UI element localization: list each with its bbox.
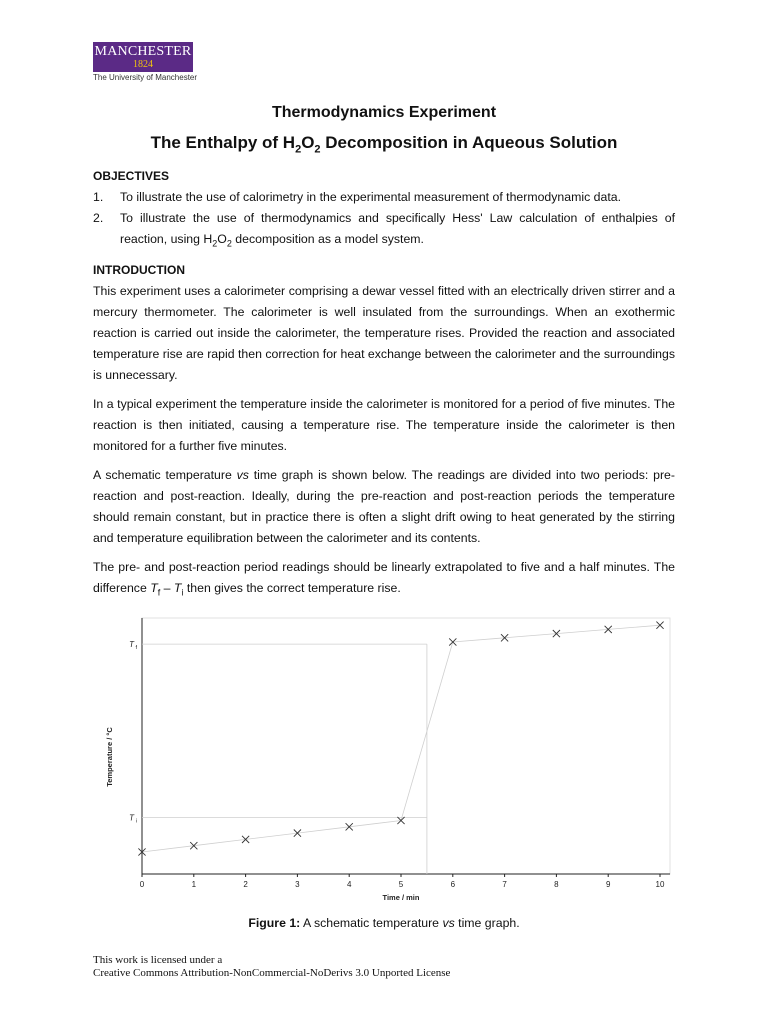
license-line: This work is licensed under a — [93, 954, 223, 966]
temperature-time-chart — [93, 612, 675, 907]
figure-caption — [0, 916, 768, 930]
list-text: O — [217, 232, 227, 246]
plot-frame — [142, 618, 670, 874]
y-tick-label-ti: T — [129, 813, 134, 823]
intro-paragraph-1: This experiment uses a calorimeter comprising a dewar vessel fitted with an electrically driven stirrer and a mercury thermometer. The calorimeter is well insulated from the surroundings. When an exothermic reaction is carried out inside the calorimeter, the temperature rises. Provided the reaction and associated temperature rise are rapid then correction for heat exchange between the calorimeter and the surroundings is unnecessary. — [93, 284, 675, 383]
list-item — [93, 187, 675, 208]
document-body — [93, 166, 675, 612]
y-tick-subscript-tf: f — [135, 645, 137, 652]
text-span: A schematic temperature — [93, 468, 237, 483]
caption-label: Figure 1: — [248, 916, 301, 930]
x-tick-label: 6 — [450, 880, 456, 889]
y-tick-subscript-ti: i — [135, 818, 137, 825]
page-subtitle — [0, 133, 768, 155]
text-span: time graph is shown below. The readings are divided into two periods: pre-reaction and post-reaction. Ideally, during the pre-reaction and post-reaction periods the temperature should remain constant, but in practice there is often a slight drift owing to heat generated by the stirring and temperature equilibration between the calorimeter and its contents. — [93, 468, 675, 546]
x-tick-label: 0 — [139, 880, 145, 889]
y-tick-label-tf: T — [129, 640, 134, 650]
x-tick-label: 2 — [243, 880, 248, 889]
logo-name: MANCHESTER — [94, 44, 192, 59]
university-logo — [93, 42, 193, 72]
license-link[interactable]: Creative Commons Attribution-NonCommercial-NoDerivs 3.0 Unported License — [93, 967, 451, 979]
x-axis-label: Time / min — [382, 893, 420, 902]
logo-year: 1824 — [133, 59, 153, 70]
license-notice — [93, 954, 450, 980]
introduction-heading: INTRODUCTION — [93, 263, 185, 278]
caption-emphasis: vs — [442, 916, 455, 930]
text-emphasis: T — [150, 581, 158, 596]
list-text: To illustrate the use of thermodynamics and specifically Hess' Law calculation of enthalpies of reaction, using H — [120, 211, 675, 246]
objectives-list — [93, 187, 675, 254]
x-tick-label: 7 — [502, 880, 507, 889]
chart-svg — [93, 612, 675, 907]
intro-paragraph-2: In a typical experiment the temperature inside the calorimeter is monitored for a period of five minutes. The reaction is then initiated, causing a temperature rise. The temperature inside the calorimeter is then monitored for a further five minutes. — [93, 397, 675, 454]
subtitle-part: Decomposition in Aqueous Solution — [320, 133, 618, 152]
x-tick-label: 9 — [605, 880, 611, 889]
text-span: The pre- and post-reaction period readings should be linearly extrapolated to five and a half minutes. The difference — [93, 560, 675, 596]
x-tick-label: 1 — [191, 880, 197, 889]
intro-paragraph-3 — [93, 465, 675, 549]
list-text: To illustrate the use of calorimetry in the experimental measurement of thermodynamic data. — [120, 190, 621, 204]
x-tick-label: 4 — [346, 880, 352, 889]
intro-paragraph-4 — [93, 557, 675, 603]
text-span: – — [160, 581, 174, 596]
subscript: 2 — [226, 238, 232, 249]
subscript: 2 — [314, 143, 321, 156]
x-tick-label: 8 — [554, 880, 559, 889]
list-number: 2. — [93, 211, 104, 225]
text-emphasis: vs — [236, 468, 249, 483]
subtitle-part: The Enthalpy of H — [150, 133, 296, 152]
caption-text: A schematic temperature — [300, 916, 443, 930]
objectives-heading: OBJECTIVES — [93, 169, 170, 183]
x-tick-label: 10 — [655, 880, 665, 889]
caption-text: time graph. — [454, 916, 520, 930]
text-emphasis: T — [173, 581, 182, 596]
subscript: i — [181, 587, 184, 598]
list-item — [93, 208, 675, 254]
subtitle-part: O — [301, 133, 315, 152]
subscript: f — [157, 587, 161, 598]
x-tick-label: 3 — [295, 880, 300, 889]
y-axis-label: Temperature / °C — [105, 727, 114, 787]
data-line — [142, 625, 660, 852]
page-title: Thermodynamics Experiment — [271, 104, 497, 121]
text-span: then gives the correct temperature rise. — [183, 581, 401, 596]
x-tick-label: 5 — [398, 880, 404, 889]
subscript: 2 — [295, 143, 302, 156]
list-text: decomposition as a model system. — [231, 232, 424, 246]
list-number: 1. — [93, 190, 104, 204]
subscript: 2 — [212, 238, 218, 249]
logo-subtitle: The University of Manchester — [93, 73, 198, 82]
